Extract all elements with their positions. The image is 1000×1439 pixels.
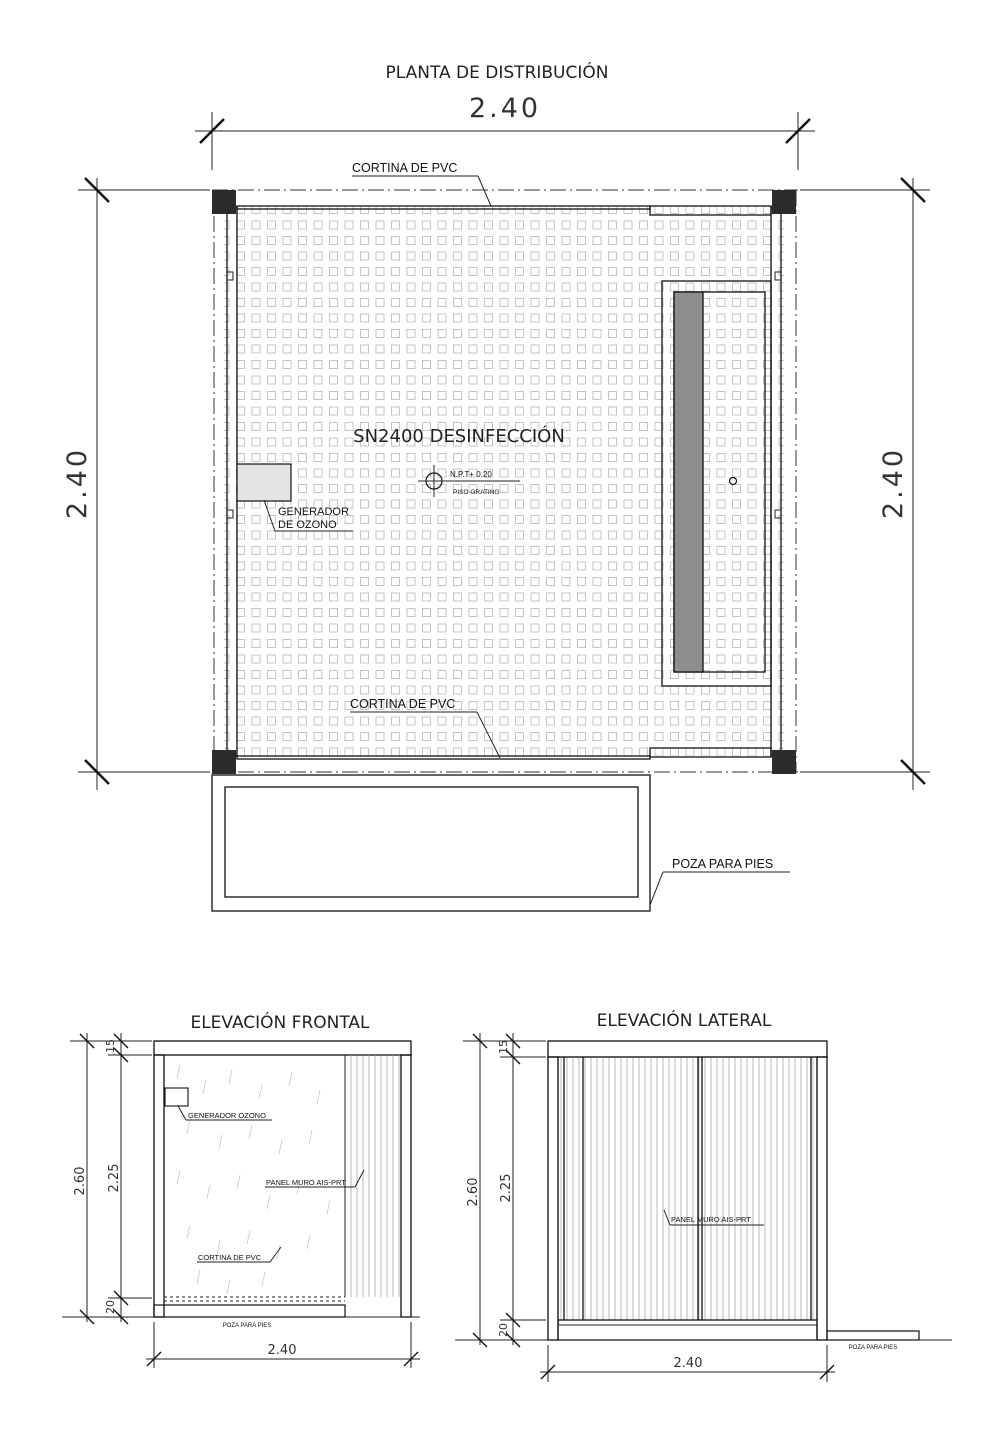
level-mark: N.P.T+ 0.20	[450, 470, 492, 479]
plan-dim-left	[62, 178, 210, 790]
column-top-right	[772, 190, 796, 214]
ozone-generator	[237, 464, 291, 501]
foot-pool-label: POZA PARA PIES	[672, 857, 774, 871]
side-panel-stripes	[558, 1057, 817, 1320]
side-foot-pool	[827, 1331, 919, 1340]
ozone-label-line1: GENERADOR	[278, 506, 349, 518]
front-label-panel: PANEL MURO AIS-PRT	[266, 1178, 346, 1187]
front-title: ELEVACIÓN FRONTAL	[190, 1013, 370, 1033]
front-ozone-generator	[165, 1088, 188, 1106]
plan-dim-left-value: 2.40	[62, 446, 93, 520]
column-bottom-left	[212, 750, 236, 774]
side-dim-top-h: 15	[497, 1040, 510, 1054]
floor-type: PISO GRATING	[453, 489, 500, 496]
ozone-label-line2: DE OZONO	[278, 519, 337, 531]
plan-dim-top	[195, 93, 815, 170]
front-panel-stripes	[345, 1055, 401, 1297]
column-bottom-right	[772, 750, 796, 774]
front-dim-total-h: 2.60	[73, 1166, 88, 1196]
room-name: SN2400 DESINFECCIÓN	[353, 426, 565, 447]
curtain-top-label: CORTINA DE PVC	[352, 161, 458, 175]
side-label-panel: PANEL MURO AIS-PRT	[671, 1215, 751, 1224]
plan-dim-right	[800, 178, 930, 790]
front-dim-base-h: 20	[104, 1300, 117, 1314]
side-dim-base-h: 20	[497, 1323, 510, 1337]
front-dim-mid-h: 2.25	[107, 1163, 122, 1193]
plan-title: PLANTA DE DISTRIBUCIÓN	[385, 63, 609, 83]
front-dim-top-h: 15	[104, 1039, 117, 1053]
plan-dim-top-value: 2.40	[468, 93, 542, 124]
front-label-curtain: CORTINA DE PVC	[198, 1253, 262, 1262]
front-label-pool: POZA PARA PIES	[222, 1323, 272, 1329]
curtain-bottom-label: CORTINA DE PVC	[350, 697, 456, 711]
floor-plan	[62, 61, 930, 911]
side-label-pool: POZA PARA PIES	[848, 1345, 898, 1351]
plan-dim-right-value: 2.40	[878, 446, 909, 520]
front-label-ozone: GENERADOR OZONO	[188, 1111, 266, 1120]
front-dim-width: 2.40	[267, 1343, 297, 1358]
side-title: ELEVACIÓN LATERAL	[596, 1011, 772, 1031]
front-foot-pool	[154, 1305, 345, 1317]
front-elevation	[62, 1011, 420, 1368]
column-top-left	[212, 190, 236, 214]
side-dim-total-h: 2.60	[466, 1177, 481, 1207]
foot-pool	[212, 775, 650, 911]
side-elevation	[455, 1009, 952, 1382]
side-dim-width: 2.40	[673, 1356, 703, 1371]
side-dim-mid-h: 2.25	[499, 1173, 514, 1203]
